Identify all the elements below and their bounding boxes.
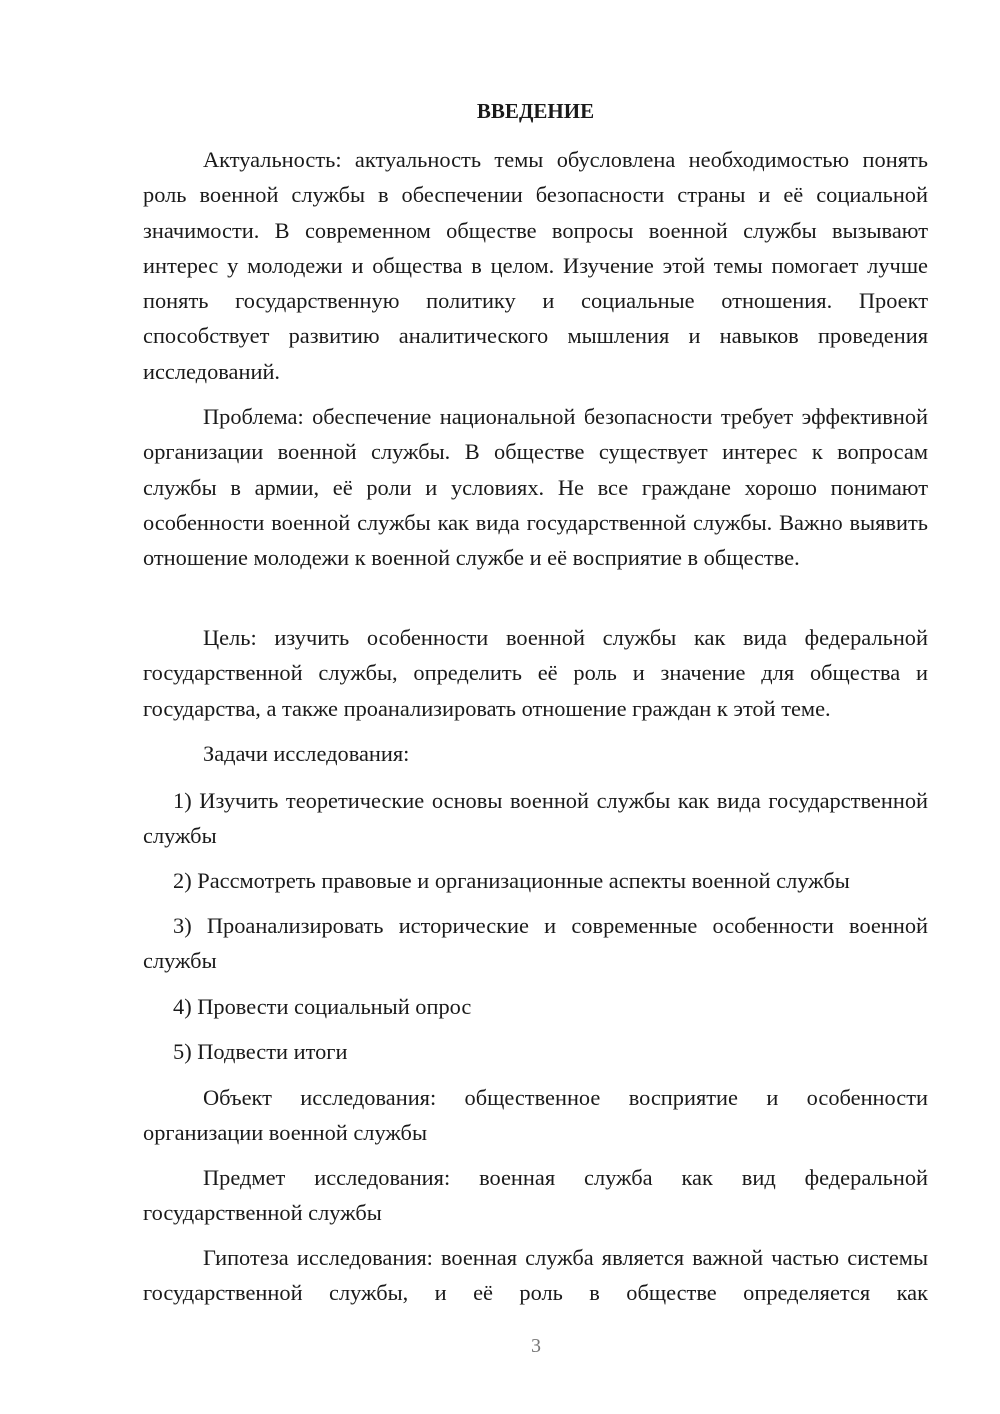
list-item-task-5: 5) Подвести итоги xyxy=(173,1039,348,1064)
page-number: 3 xyxy=(531,1335,541,1357)
section-title: ВВЕДЕНИЕ xyxy=(476,99,595,123)
paragraph-relevance: Актуальность: актуальность темы обусловлена необходимостью понять роль военной службы в обеспечении безопасности страны и её социальной значимости. В современном обществе вопросы военной службы вызывают интерес у молодежи и общества в целом. Изучение этой темы помогает лучше понять государственную политику и социальные отношения. Проект способствует развитию аналитического мышления и навыков проведения исследований. xyxy=(143,147,928,384)
paragraph-hypothesis: Гипотеза исследования: военная служба является важной частью системы государственной службы, и её роль в обществе определяется как xyxy=(143,1245,928,1306)
paragraph-goal: Цель: изучить особенности военной службы как вида федеральной государственной службы, определить её роль и значение для общества и государства, а также проанализировать отношение граждан к этой теме. xyxy=(143,625,928,721)
paragraph-object: Объект исследования: общественное восприятие и особенности организации военной службы xyxy=(143,1085,928,1146)
list-item-task-4: 4) Провести социальный опрос xyxy=(173,994,472,1019)
paragraph-problem: Проблема: обеспечение национальной безопасности требует эффективной организации военной службы. В обществе существует интерес к вопросам службы в армии, её роли и условиях. Не все граждане хорошо понимают особенности военной службы как вида государственной службы. Важно выявить отношение молодежи к военной службе и её восприятие в обществе. xyxy=(143,404,928,571)
list-item-task-3: 3) Проанализировать исторические и современные особенности военной службы xyxy=(143,913,928,974)
paragraph-subject: Предмет исследования: военная служба как вид федеральной государственной службы xyxy=(143,1165,928,1226)
list-item-task-1: 1) Изучить теоретические основы военной службы как вида государственной службы xyxy=(143,788,928,849)
paragraph-tasks-heading: Задачи исследования: xyxy=(203,741,410,766)
list-item-task-2: 2) Рассмотреть правовые и организационные аспекты военной службы xyxy=(173,868,850,893)
